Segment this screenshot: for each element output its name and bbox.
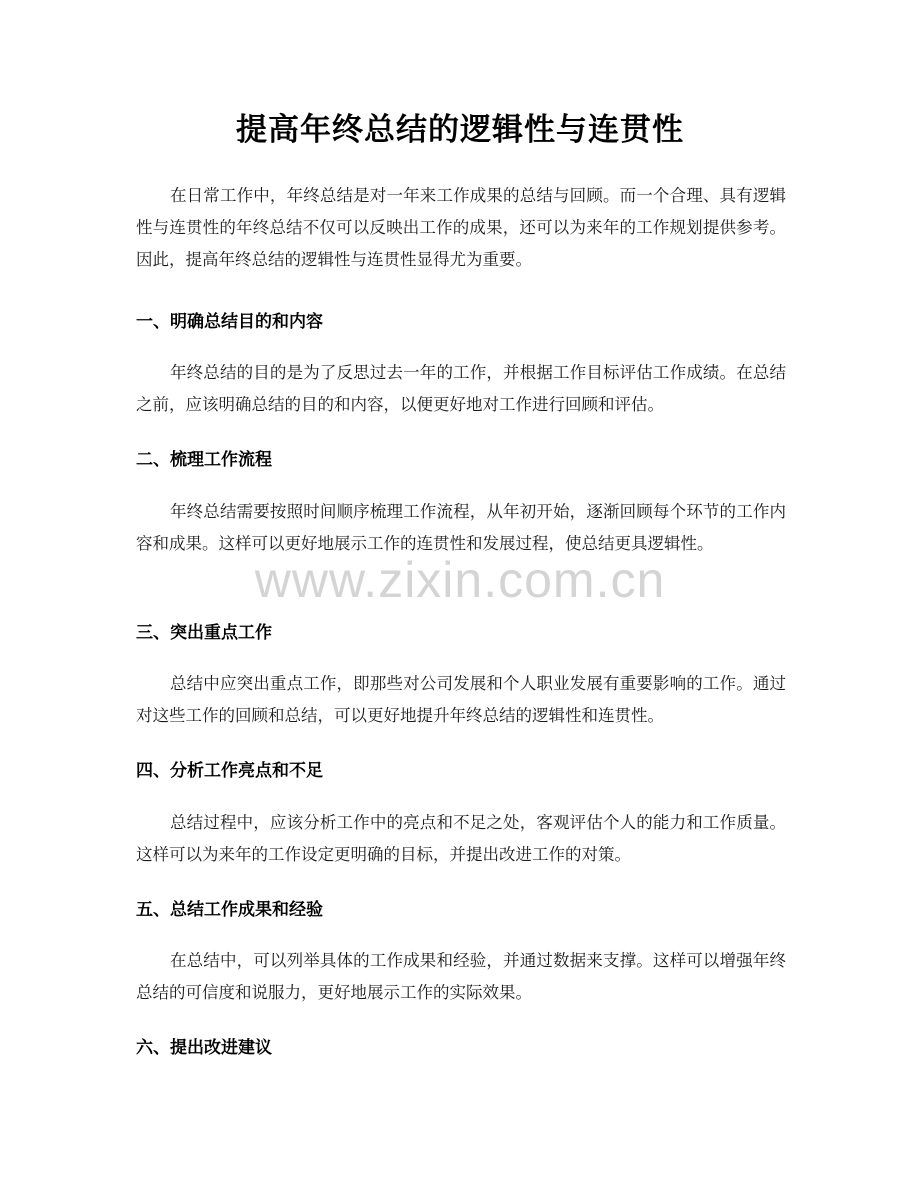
section-heading-5: 五、总结工作成果和经验 bbox=[136, 900, 323, 920]
document-title: 提高年终总结的逻辑性与连贯性 bbox=[236, 112, 684, 148]
section-body-2: 年终总结需要按照时间顺序梳理工作流程，从年初开始，逐渐回顾每个环节的工作内容和成果。这样可以更好地展示工作的连贯性和发展过程，使总结更具逻辑性。 bbox=[136, 502, 786, 553]
section-body-3: 总结中应突出重点工作，即那些对公司发展和个人职业发展有重要影响的工作。通过对这些工作的回顾和总结，可以更好地提升年终总结的逻辑性和连贯性。 bbox=[136, 674, 786, 725]
section-heading-4: 四、分析工作亮点和不足 bbox=[136, 761, 323, 781]
section-heading-3: 三、突出重点工作 bbox=[136, 623, 272, 643]
section-body-1: 年终总结的目的是为了反思过去一年的工作，并根据工作目标评估工作成绩。在总结之前，应该明确总结的目的和内容，以便更好地对工作进行回顾和评估。 bbox=[136, 363, 786, 414]
intro-paragraph: 在日常工作中，年终总结是对一年来工作成果的总结与回顾。而一个合理、具有逻辑性与连贯性的年终总结不仅可以反映出工作的成果，还可以为来年的工作规划提供参考。因此，提高年终总结的逻辑性与连贯性显得尤为重要。 bbox=[136, 186, 786, 269]
section-heading-1: 一、明确总结目的和内容 bbox=[136, 312, 323, 332]
watermark-text: www.zixin.com.cn bbox=[254, 552, 666, 608]
section-heading-2: 二、梳理工作流程 bbox=[136, 450, 272, 470]
section-heading-6: 六、提出改进建议 bbox=[136, 1038, 272, 1058]
section-body-5: 在总结中，可以列举具体的工作成果和经验，并通过数据来支撑。这样可以增强年终总结的可信度和说服力，更好地展示工作的实际效果。 bbox=[136, 951, 786, 1002]
section-body-4: 总结过程中，应该分析工作中的亮点和不足之处，客观评估个人的能力和工作质量。这样可以为来年的工作设定更明确的目标，并提出改进工作的对策。 bbox=[136, 813, 786, 864]
